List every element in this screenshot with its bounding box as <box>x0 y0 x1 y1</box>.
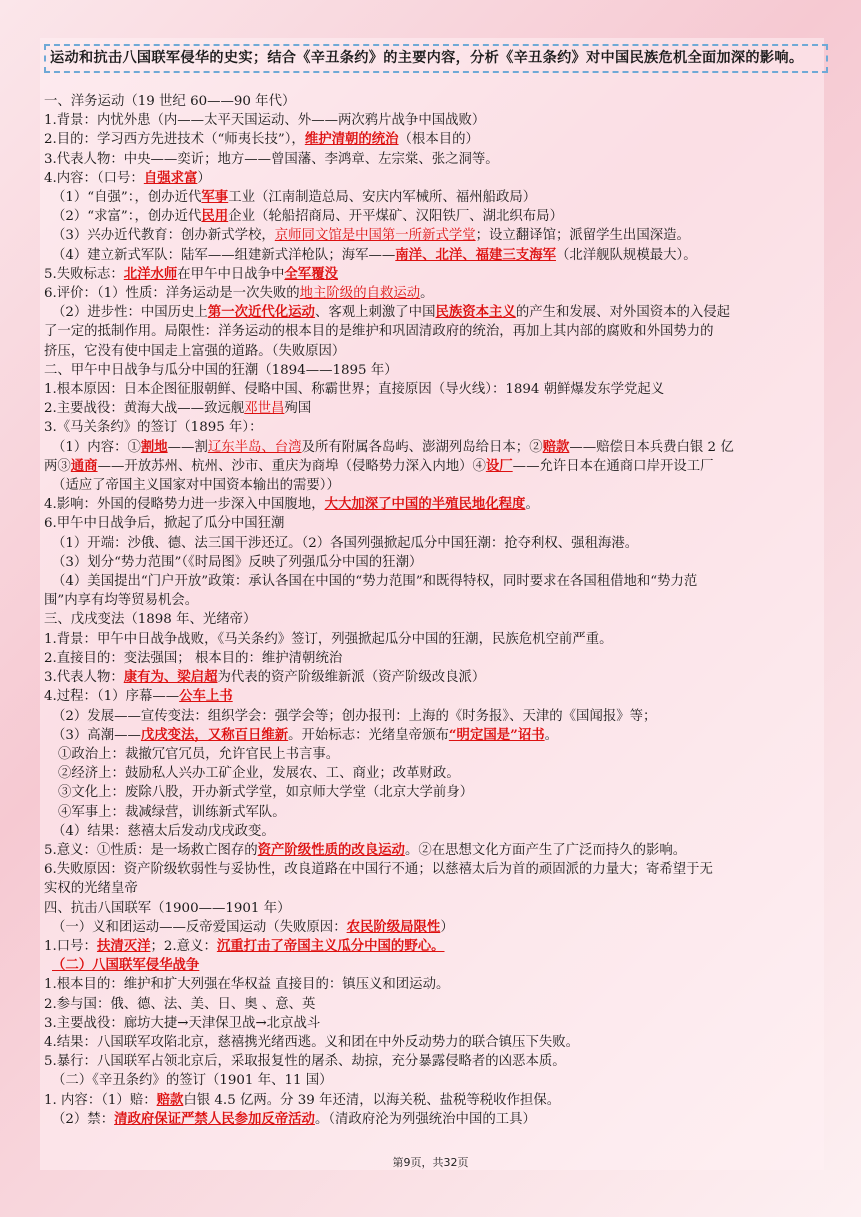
text-segment: 。开始标志：光绪皇帝颁布 <box>288 727 449 743</box>
text-segment: ） <box>440 919 454 935</box>
text-segment: 4.过程：（1）序幕—— <box>44 689 180 705</box>
text-line <box>44 860 824 879</box>
text-line <box>44 169 824 188</box>
text-line <box>44 918 824 937</box>
text-segment: ；设立翻译馆；派留学生出国深造。 <box>475 228 690 244</box>
text-segment: 一、洋务运动（19 世纪 60——90 年代） <box>44 94 296 109</box>
highlighted-keyword: 赔款 <box>156 1091 184 1108</box>
highlighted-keyword: 第一次近代化运动 <box>207 304 315 321</box>
text-line <box>44 1110 824 1129</box>
highlighted-keyword: 辽东半岛、台湾 <box>207 439 302 455</box>
highlighted-keyword: “明定国是”诏书 <box>448 726 545 743</box>
highlighted-keyword: 赔款 <box>542 438 570 455</box>
text-line <box>44 1052 824 1071</box>
text-segment: ；2.意义： <box>150 938 217 954</box>
text-segment: 企业（轮船招商局、开平煤矿、汉阳铁厂、湖北织布局） <box>228 209 563 225</box>
highlighted-keyword: 地主阶级的自救运动 <box>299 286 421 302</box>
text-segment: （1）内容：① <box>52 439 141 455</box>
text-line <box>44 649 824 668</box>
text-segment: 围”内享有均等贸易机会。 <box>44 593 199 609</box>
text-line <box>44 553 824 572</box>
text-segment: ——割 <box>167 439 208 455</box>
highlighted-keyword: 资产阶级性质的改良运动 <box>257 841 405 858</box>
text-line <box>44 150 824 169</box>
highlighted-keyword: 民族资本主义 <box>435 304 516 321</box>
highlighted-keyword: 军事 <box>201 189 229 206</box>
text-line <box>44 226 824 245</box>
text-line <box>44 610 824 629</box>
text-line <box>44 188 824 207</box>
text-segment: （3）划分“势力范围”（《时局图》反映了列强瓜分中国的狂潮） <box>52 554 423 570</box>
text-segment: 2.主要战役：黄海大战——致远舰 <box>44 401 245 417</box>
text-segment: 。 <box>420 286 434 302</box>
text-line <box>44 937 824 956</box>
highlighted-keyword: 北洋水师 <box>123 265 178 282</box>
text-segment: 、客观上刺激了中国 <box>314 305 436 321</box>
text-segment: （2）禁： <box>52 1111 115 1127</box>
highlighted-keyword: 戊戌变法，又称百日维新 <box>140 726 289 743</box>
text-segment: （北洋舰队规模最大）。 <box>555 247 697 263</box>
text-line <box>44 668 824 687</box>
text-segment: 殉国 <box>284 401 312 417</box>
text-segment: 为代表的资产阶级维新派（资产阶级改良派） <box>217 670 486 686</box>
text-segment: 在甲午中日战争中 <box>177 266 285 282</box>
text-segment: 2.参与国：俄、德、法、美、日、奥 、意、英 <box>44 996 316 1012</box>
text-line <box>44 783 824 802</box>
text-segment: 。②在思想文化方面产生了广泛而持久的影响。 <box>404 842 687 858</box>
text-segment: （二）《辛丑条约》的签订（1901 年、11 国） <box>52 1073 333 1089</box>
highlighted-keyword: 设厂 <box>485 457 513 474</box>
highlighted-keyword: 扶清灭洋 <box>96 937 151 954</box>
text-segment: （4）建立新式军队：陆军——组建新式洋枪队；海军—— <box>52 247 396 263</box>
text-segment: 3.代表人物： <box>44 670 124 686</box>
text-line <box>44 899 824 918</box>
highlighted-keyword: 京师同文馆是中国第一所新式学堂 <box>274 228 476 244</box>
text-segment: 5.暴行：八国联军占领北京后，采取报复性的屠杀、劫掠，充分暴露侵略者的凶恶本质。 <box>44 1054 566 1070</box>
text-segment: 及所有附属各岛屿、澎湖列岛给日本；② <box>301 439 543 455</box>
text-segment: （1）“自强”：，创办近代 <box>52 190 202 206</box>
question-title: 运动和抗击八国联军侵华的史实；结合《辛丑条约》的主要内容，分析《辛丑条约》对中国民族危机全面加深的影响。 <box>44 44 828 73</box>
text-line <box>44 707 824 726</box>
text-segment: 3.代表人物：中央——奕䜣；地方——曾国藩、李鸿章、左宗棠、张之洞等。 <box>44 151 499 167</box>
text-segment: 工业（江南制造总局、安庆内军械所、福州船政局） <box>228 190 537 206</box>
text-segment: ——允许日本在通商口岸开设工厂 <box>512 458 714 474</box>
text-segment: 3.《马关条约》的签订（1895 年）： <box>44 420 263 436</box>
highlighted-keyword: 割地 <box>140 438 168 455</box>
text-segment: ②经济上：鼓励私人兴办工矿企业，发展农、工、商业；改革财政。 <box>58 766 460 782</box>
text-segment: 6.甲午中日战争后，掀起了瓜分中国狂潮 <box>44 516 285 532</box>
text-line <box>44 130 824 149</box>
text-line <box>44 322 824 341</box>
text-segment: 二、甲午中日战争与瓜分中国的狂潮（1894——1895 年） <box>44 362 398 378</box>
text-line <box>44 1033 824 1052</box>
highlighted-keyword: 清政府保证严禁人民参加反帝活动 <box>114 1110 315 1127</box>
text-line <box>44 591 824 610</box>
text-line <box>44 476 824 495</box>
text-segment: 了一定的抵制作用。局限性：洋务运动的根本目的是维护和巩固清政府的统治，再加上其内部的腐败和外国势力的 <box>44 324 714 340</box>
text-segment: （一）义和团运动——反帝爱国运动（失败原因： <box>52 919 347 935</box>
text-segment: 。 <box>544 727 558 743</box>
text-segment: （3）兴办近代教育：创办新式学校， <box>52 228 275 244</box>
text-segment: 三、戊戌变法（1898 年、光绪帝） <box>44 612 257 628</box>
text-segment: （4）结果：慈禧太后发动戊戌政变。 <box>52 823 275 839</box>
text-segment: 1. 内容：（1）赔： <box>44 1092 157 1108</box>
text-segment: 两③ <box>44 458 71 474</box>
highlighted-keyword: 沉重打击了帝国主义瓜分中国的野心。 <box>216 937 445 954</box>
text-segment: （2）“求富”：，创办近代 <box>52 209 202 225</box>
text-line <box>44 246 824 265</box>
text-segment: 2.直接目的：变法强国； 根本目的：维护清朝统治 <box>44 650 343 666</box>
text-segment: 5.意义：①性质：是一场救亡图存的 <box>44 842 258 858</box>
text-segment: ①政治上：裁撤冗官冗员，允许官民上书言事。 <box>58 746 340 762</box>
text-line <box>44 879 824 898</box>
text-segment: （根本目的） <box>398 132 479 148</box>
text-segment: ④军事上：裁减绿营，训练新式军队。 <box>58 804 286 820</box>
text-segment: 3.主要战役：廊坊大捷→天津保卫战→北京战斗 <box>44 1015 321 1031</box>
text-line <box>44 687 824 706</box>
text-segment: ——开放苏州、杭州、沙市、重庆为商埠（侵略势力深入内地）④ <box>97 458 486 474</box>
text-segment: （适应了帝国主义国家对中国资本输出的需要）） <box>52 478 340 494</box>
text-segment: 。（清政府沦为列强统治中国的工具） <box>314 1111 536 1127</box>
text-line <box>44 822 824 841</box>
highlighted-keyword: （二）八国联军侵华战争 <box>52 957 200 974</box>
text-line <box>44 284 824 303</box>
highlighted-keyword: 通商 <box>70 457 98 474</box>
text-segment: （2）发展——宣传变法：组织学会：强学会等；创办报刊：上海的《时务报》、天津的《国闻报》等； <box>52 708 657 724</box>
document-body <box>44 92 824 1129</box>
highlighted-keyword: 维护清朝的统治 <box>304 131 399 148</box>
text-line <box>44 361 824 380</box>
highlighted-keyword: 民用 <box>201 208 229 225</box>
text-line <box>44 956 824 975</box>
text-segment: 四、抗击八国联军（1900——1901 年） <box>44 900 291 916</box>
highlighted-keyword: 全军覆没 <box>284 265 338 282</box>
text-segment: 4.影响：外国的侵略势力进一步深入中国腹地， <box>44 497 325 513</box>
text-segment: 的产生和发展、对外国资本的入侵起 <box>515 305 731 321</box>
text-segment: 。 <box>525 497 539 513</box>
text-line <box>44 514 824 533</box>
text-segment: 1.口号： <box>44 938 97 954</box>
highlighted-keyword: 南洋、北洋、福建三支海军 <box>395 246 556 263</box>
text-segment: （1）开端：沙俄、德、法三国干涉还辽。（2）各国列强掀起瓜分中国狂潮：抢夺利权、强租海港。 <box>52 535 639 551</box>
highlighted-keyword: 农民阶级局限性 <box>346 918 441 935</box>
page-number: 第9页，共32页 <box>392 1156 469 1169</box>
text-line <box>44 764 824 783</box>
text-line <box>44 111 824 130</box>
text-segment: 6.失败原因：资产阶级软弱性与妥协性，改良道路在中国行不通；以慈禧太后为首的顽固派的力量大；寄希望于无 <box>44 862 713 878</box>
highlighted-keyword: 邓世昌 <box>244 401 285 417</box>
text-line <box>44 207 824 226</box>
text-line <box>44 1071 824 1090</box>
highlighted-keyword: 公车上书 <box>179 688 233 705</box>
text-segment: ） <box>197 170 211 186</box>
text-line <box>44 630 824 649</box>
highlighted-keyword: 大大加深了中国的半殖民地化程度 <box>324 496 526 513</box>
text-segment: （3）高潮—— <box>52 727 141 743</box>
text-line <box>44 92 824 111</box>
text-segment: （2）进步性：中国历史上 <box>52 305 208 321</box>
text-segment: 白银 4.5 亿两。分 39 年还清，以海关税、盐税等税收作担保。 <box>183 1092 561 1108</box>
text-line <box>44 342 824 361</box>
text-segment: 1.背景：甲午中日战争战败，《马关条约》签订，列强掀起瓜分中国的狂潮，民族危机空前严重。 <box>44 631 613 647</box>
text-line <box>44 995 824 1014</box>
text-line <box>44 495 824 514</box>
text-line <box>44 438 824 457</box>
text-segment: 挤压，它没有使中国走上富强的道路。（失败原因） <box>44 343 346 359</box>
text-line <box>44 1014 824 1033</box>
text-segment: 1.背景：内忧外患（内——太平天国运动、外——两次鸦片战争中国战败） <box>44 113 486 129</box>
text-line <box>44 418 824 437</box>
text-line <box>44 1091 824 1110</box>
text-line <box>44 265 824 284</box>
text-segment: 6.评价：（1）性质：洋务运动是一次失败的 <box>44 286 300 302</box>
text-line <box>44 803 824 822</box>
text-line <box>44 399 824 418</box>
text-segment: 5.失败标志： <box>44 266 124 282</box>
text-line <box>44 726 824 745</box>
text-segment: （4）美国提出“门户开放”政策：承认各国在中国的“势力范围”和既得特权，同时要求在各国租借地和“势力范 <box>52 574 698 590</box>
text-segment: ③文化上：废除八股，开办新式学堂，如京师大学堂（北京大学前身） <box>58 785 474 801</box>
text-segment: ——赔偿日本兵费白银 2 亿 <box>569 439 734 455</box>
highlighted-keyword: 自强求富 <box>143 169 198 186</box>
text-segment: 实权的光绪皇帝 <box>44 881 138 897</box>
text-line <box>44 457 824 476</box>
text-line <box>44 303 824 322</box>
text-segment: 2.目的：学习西方先进技术（“师夷长技”）， <box>44 132 305 148</box>
text-line <box>44 841 824 860</box>
text-segment: 4.结果：八国联军攻陷北京，慈禧携光绪西逃。义和团在中外反动势力的联合镇压下失败。 <box>44 1034 580 1050</box>
text-line <box>44 380 824 399</box>
highlighted-keyword: 康有为、梁启超 <box>123 669 218 686</box>
text-line <box>44 534 824 553</box>
text-segment: 1.根本目的：维护和扩大列强在华权益 直接目的：镇压义和团运动。 <box>44 977 450 993</box>
text-line <box>44 975 824 994</box>
text-segment: 1.根本原因：日本企图征服朝鲜、侵略中国、称霸世界；直接原因（导火线）：1894 朝鲜爆发东学党起义 <box>44 382 665 398</box>
text-line <box>44 745 824 764</box>
text-line <box>44 572 824 591</box>
text-segment: 4.内容：（口号： <box>44 170 144 186</box>
